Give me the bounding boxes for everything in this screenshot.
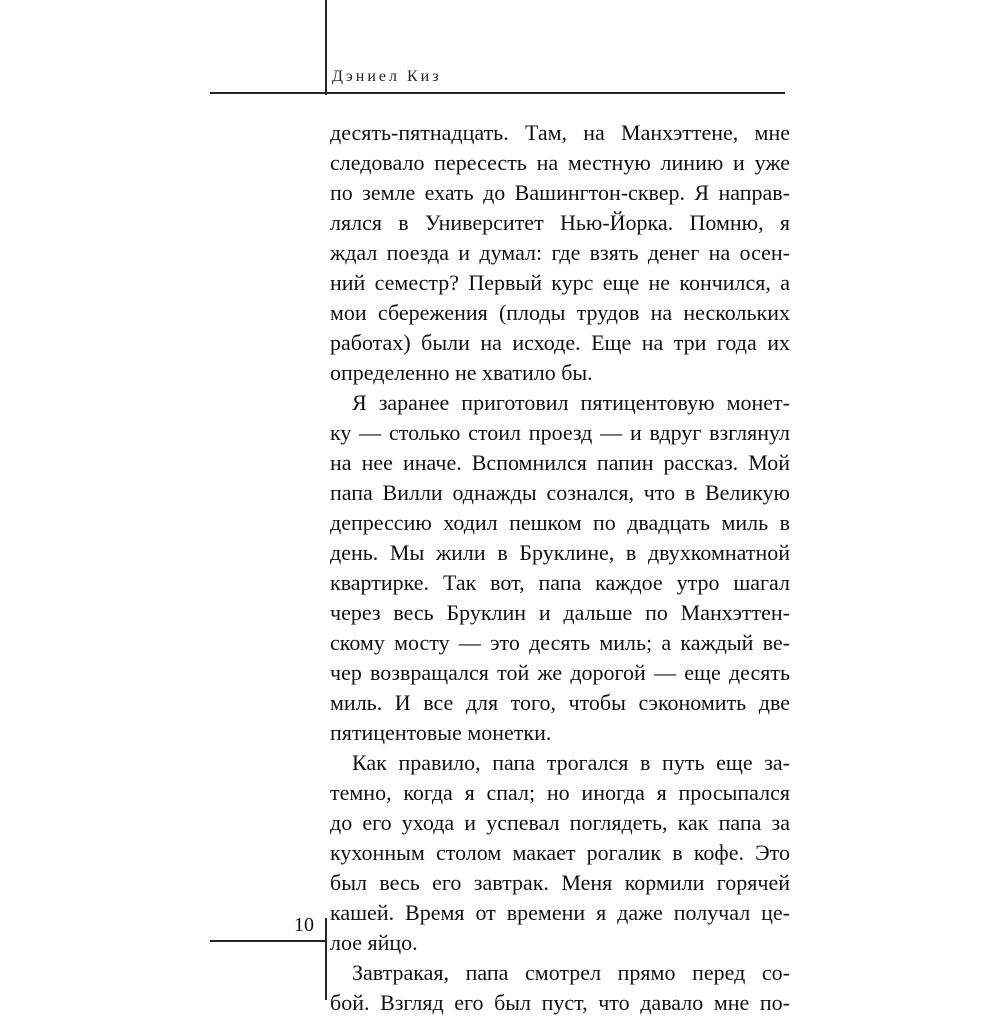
text-line: лялся в Университет Нью-Йорка. Помню, я [330, 210, 790, 235]
text-line: ждал поезда и думал: где взять денег на осен- [330, 240, 790, 265]
text-line: миль. И все для того, чтобы сэкономить две [330, 690, 790, 715]
text-line: был весь его завтрак. Меня кормили горячей [330, 870, 790, 895]
text-line: темно, когда я спал; но иногда я просыпался [330, 780, 790, 805]
bottom-vertical-rule [325, 918, 327, 1000]
text-line: мои сбережения (плоды трудов на нескольких [330, 300, 790, 325]
text-line: определенно не хватило бы. [330, 360, 593, 385]
text-line: скому мосту — это десять миль; а каждый ве- [330, 630, 790, 655]
text-line: квартирке. Так вот, папа каждое утро шагал [330, 570, 790, 595]
top-vertical-rule [325, 0, 327, 95]
text-line: бой. Взгляд его был пуст, что давало мне по- [330, 990, 790, 1015]
text-line: депрессию ходил пешком по двадцать миль в [330, 510, 790, 535]
text-line: кашей. Время от времени я даже получал це- [330, 900, 790, 925]
text-line: пятицентовые монетки. [330, 720, 552, 745]
text-line: на нее иначе. Вспомнился папин рассказ. Мой [330, 450, 790, 475]
text-line: десять-пятнадцать. Там, на Манхэттене, мне [330, 120, 790, 145]
text-line: до его ухода и успевал поглядеть, как папа за [330, 810, 790, 835]
text-line: работах) были на исходе. Еще на три года их [330, 330, 790, 355]
text-line: лое яйцо. [330, 930, 418, 955]
header-rule [210, 92, 785, 94]
text-line: ний семестр? Первый курс еще не кончился, а [330, 270, 790, 295]
paragraph-first-line: Завтракая, папа смотрел прямо перед со- [352, 960, 790, 985]
paragraph-first-line: Как правило, папа трогался в путь еще за- [352, 750, 790, 775]
text-line: кухонным столом макает рогалик в кофе. Это [330, 840, 790, 865]
text-line: по земле ехать до Вашингтон-сквер. Я направ- [330, 180, 790, 205]
text-line: день. Мы жили в Бруклине, в двухкомнатной [330, 540, 790, 565]
text-line: через весь Бруклин и дальше по Манхэттен- [330, 600, 790, 625]
text-line: следовало пересесть на местную линию и уже [330, 150, 790, 175]
footer-rule [210, 940, 325, 942]
text-line: чер возвращался той же дорогой — еще десять [330, 660, 790, 685]
text-line: ку — столько стоил проезд — и вдруг взглянул [330, 420, 790, 445]
body-text [330, 118, 790, 1018]
running-head-author: Дэниел Киз [332, 68, 442, 85]
paragraph-first-line: Я заранее приготовил пятицентовую монет- [352, 390, 790, 415]
page-number: 10 [294, 914, 314, 936]
text-line: папа Вилли однажды сознался, что в Великую [330, 480, 790, 505]
